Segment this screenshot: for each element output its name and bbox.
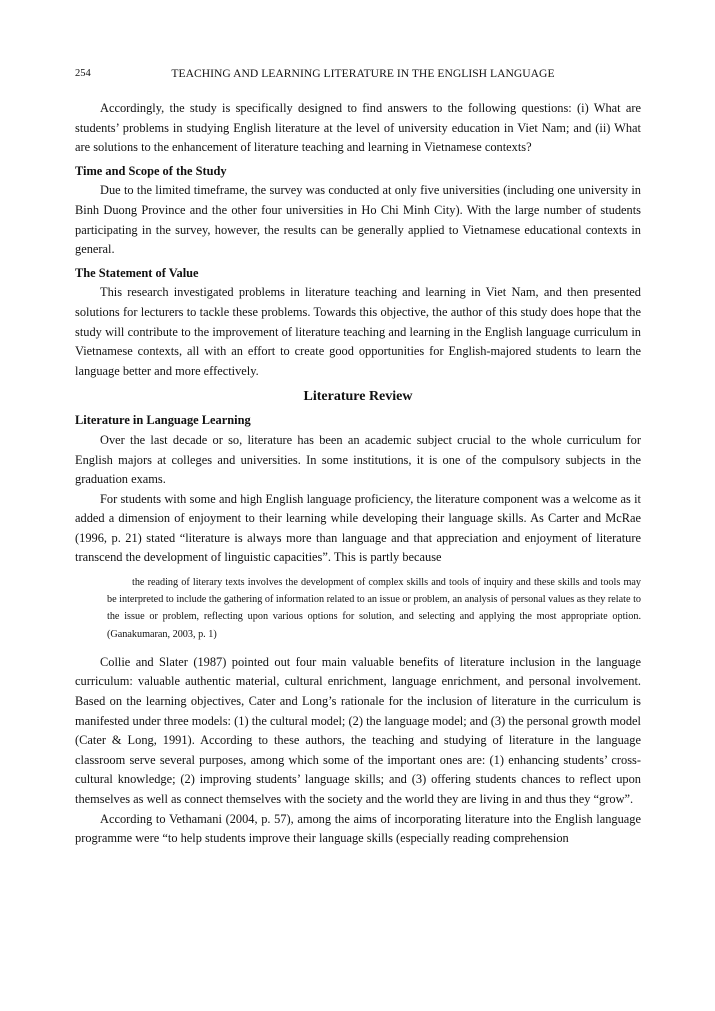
block-quote: the reading of literary texts involves the development of complex skills and tools of inquiry and these skills and tools may be interpreted to include the gathering of information related to an issue or problem, an analysis of personal values as they relate to the issue or problem, reflecting upon various options for solution, and selecting and applying the most appropriate option. (Ganakumaran, 2003, p. 1): [107, 577, 641, 640]
review-paragraph: Collie and Slater (1987) pointed out four main valuable benefits of literature inclusion in the language curriculum: valuable authentic material, cultural enrichment, language enrichment, and personal involvement. Based on the learning objectives, Cater and Long’s rationale for the inclusion of literature in the curriculum is manifested under three models: (1) the cultural model; (2) the language model; and (3) the personal growth model (Cater & Long, 1991). According to these authors, the teaching and studying of literature in the language classroom serve several purposes, among which some of the important ones are: (1) enhancing students’ cross-cultural knowledge; (2) improving students’ language skills; and (3) offering students chances to reflect upon themselves as well as connect themselves with the society and the world they are living in and thus they “grow”.: [75, 654, 641, 807]
value-paragraph: This research investigated problems in literature teaching and learning in Viet Nam, and then presented solutions for lecturers to tackle these problems. Towards this objective, the author of this study does hope that the study will contribute to the improvement of literature teaching and learning in the English language curriculum in Vietnamese contexts, all with an effort to create good opportunities for English-majored students to learn the language better and more effectively.: [75, 285, 641, 378]
section-title-literature-review: Literature Review: [303, 389, 413, 405]
section-heading-time-scope: Time and Scope of the Study: [75, 163, 227, 178]
running-title: TEACHING AND LEARNING LITERATURE IN THE ENGLISH LANGUAGE: [171, 67, 555, 80]
review-paragraph: According to Vethamani (2004, p. 57), among the aims of incorporating literature into the English language programme were “to help students improve their language skills (especially reading comprehension: [75, 811, 641, 846]
section-heading-statement-of-value: The Statement of Value: [75, 265, 199, 280]
body-content: [75, 99, 641, 849]
running-header: [75, 67, 641, 83]
intro-paragraph: Accordingly, the study is specifically designed to find answers to the following questions: (i) What are students’ problems in studying English literature at the level of university education in Viet Nam; and (ii) What are solutions to the enhancement of literature teaching and learning in Vietnamese contexts?: [75, 101, 641, 155]
review-paragraph: For students with some and high English language proficiency, the literature component was a welcome as it added a dimension of enjoyment to their learning while developing their language skills. As Carter and McRae (1996, p. 21) stated “literature is always more than language and that appreciation and enjoyment of literature transcend the development of linguistic capacities”. This is partly because: [75, 491, 641, 565]
review-paragraph: Over the last decade or so, literature has been an academic subject crucial to the whole curriculum for English majors at colleges and universities. In some institutions, it is one of the compulsory subjects in the graduation exams.: [75, 432, 641, 487]
subsection-heading-literature-in-language-learning: Literature in Language Learning: [75, 413, 251, 428]
page-number: 254: [75, 68, 91, 79]
scope-paragraph: Due to the limited timeframe, the survey was conducted at only five universities (including one university in Binh Duong Province and the other four universities in Ho Chi Minh City). With the large number of students participating in the survey, however, the results can be generally applied to Vietnamese educational contexts in general.: [75, 183, 641, 257]
